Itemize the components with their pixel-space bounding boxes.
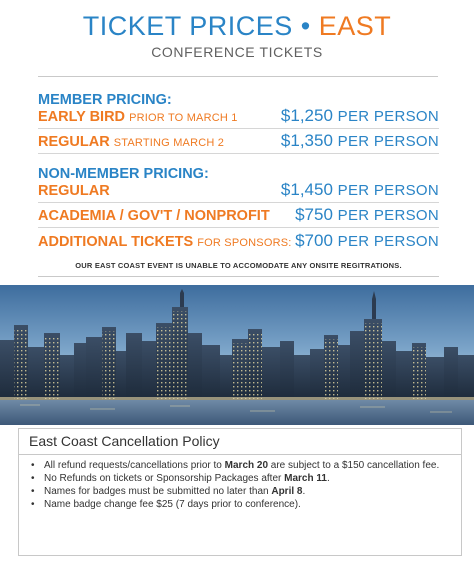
divider [19, 454, 461, 455]
list-item: • No Refunds on tickets or Sponsorship Packages after March 11. [29, 472, 449, 485]
price-label: ADDITIONAL TICKETS [38, 234, 194, 250]
cancellation-list [29, 459, 449, 511]
price-unit: PER PERSON [337, 207, 439, 224]
title-region: EAST [318, 11, 392, 41]
price-amount: $700 [295, 231, 333, 250]
cancellation-policy-title: East Coast Cancellation Policy [29, 433, 220, 449]
pricing-table [38, 92, 439, 253]
page-subtitle: CONFERENCE TICKETS [151, 44, 323, 60]
price-unit: PER PERSON [337, 233, 439, 250]
city-skyline-image [0, 285, 474, 425]
price-label: REGULAR [38, 134, 110, 150]
page-title [0, 10, 474, 42]
list-item: • Name badge change fee $25 (7 days prior to conference). [29, 498, 449, 511]
header [0, 10, 474, 60]
price-note: STARTING MARCH 2 [113, 137, 225, 149]
price-amount: $1,450 [280, 180, 333, 199]
onsite-registration-notice: OUR EAST COAST EVENT IS UNABLE TO ACCOMODATE ANY ONSITE REGITRATIONS. [75, 261, 402, 270]
price-row [38, 129, 439, 154]
cancellation-policy [18, 428, 462, 556]
divider-bottom [38, 276, 439, 277]
price-unit: PER PERSON [337, 108, 439, 125]
divider-top [38, 76, 438, 77]
nonmember-pricing-heading: NON-MEMBER PRICING: [38, 166, 209, 182]
price-amount: $750 [295, 205, 333, 224]
price-unit: PER PERSON [337, 133, 439, 150]
title-main: TICKET PRICES • [82, 11, 319, 41]
price-amount: $1,250 [280, 106, 333, 125]
price-row [38, 106, 439, 129]
price-row [38, 203, 439, 228]
price-label: ACADEMIA / GOV'T / NONPROFIT [38, 208, 270, 224]
price-note: FOR SPONSORS: [197, 237, 292, 249]
list-item: • All refund requests/cancellations prior to March 20 are subject to a $150 cancellation fee. [29, 459, 449, 472]
price-label: REGULAR [38, 183, 110, 199]
price-label: EARLY BIRD [38, 109, 126, 125]
list-item: • Names for badges must be submitted no later than April 8. [29, 485, 449, 498]
price-unit: PER PERSON [337, 182, 439, 199]
price-row [38, 228, 439, 253]
price-amount: $1,350 [280, 131, 333, 150]
price-row [38, 180, 439, 203]
member-pricing-heading: MEMBER PRICING: [38, 92, 172, 108]
price-note: PRIOR TO MARCH 1 [129, 112, 238, 124]
